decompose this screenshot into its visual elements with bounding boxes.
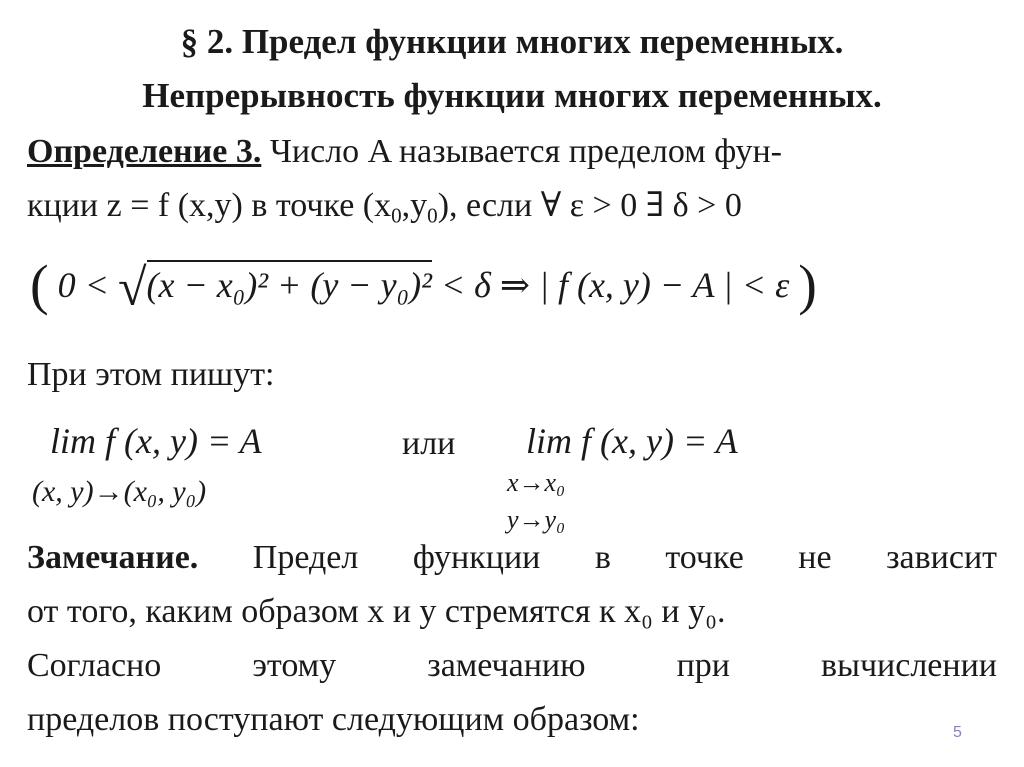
page-number: 5 — [953, 724, 962, 741]
formula-left-paren: ( — [30, 254, 49, 317]
remark-label: Замечание. — [27, 539, 199, 576]
formula-right-paren: ) — [798, 254, 817, 317]
definition-text-1: Число A называется пределом фун- — [269, 133, 782, 170]
sqrt-sign: √ — [117, 259, 147, 317]
formula-part1: 0 < — [57, 265, 109, 305]
remark-line2: от того, каким образом x и y стремятся к x₀ и y₀. — [27, 593, 726, 630]
subscript-x0: 0 — [391, 203, 402, 228]
definition-text-2c: ), если ∀ ε > 0 ∃ δ > 0 — [437, 187, 742, 224]
slide-title-line2: Непрерывность функции многих переменных. — [142, 76, 882, 115]
formula-part2: < δ ⇒ | f (x, y) − A | < ε — [440, 265, 790, 305]
definition-label: Определение 3. — [27, 133, 262, 170]
limit-subscript-2a: x→x₀ — [507, 468, 566, 497]
remark-line3: Согласно этому замечанию при вычислении — [27, 647, 997, 684]
limit-definition-formula — [30, 254, 817, 317]
remark-line4: пределов поступают следующим образом: — [27, 701, 640, 738]
limit-expression-2: lim f (x, y) = A — [526, 421, 738, 461]
definition-text-2a: кции z = f (x,y) в точке (x — [27, 187, 392, 224]
note-text: При этом пишут: — [27, 356, 275, 393]
definition-line1 — [27, 132, 782, 172]
definition-line2 — [27, 186, 742, 226]
formula-radicand: (x − x₀)² + (y − y₀)² — [147, 260, 432, 306]
definition-text-2b: ,y — [401, 187, 428, 224]
or-text: или — [402, 425, 456, 462]
limit-expression-1: lim f (x, y) = A — [50, 421, 262, 461]
remark-text-1: Предел функции в точке не зависит — [198, 539, 997, 576]
slide-title-line1: § 2. Предел функции многих переменных. — [180, 22, 844, 61]
remark-line1 — [27, 538, 997, 578]
limit-subscript-2b: y→y₀ — [507, 505, 566, 534]
subscript-y0: 0 — [427, 203, 438, 228]
limit-subscript-1: (x, y)→(x₀, y₀) — [32, 475, 207, 508]
